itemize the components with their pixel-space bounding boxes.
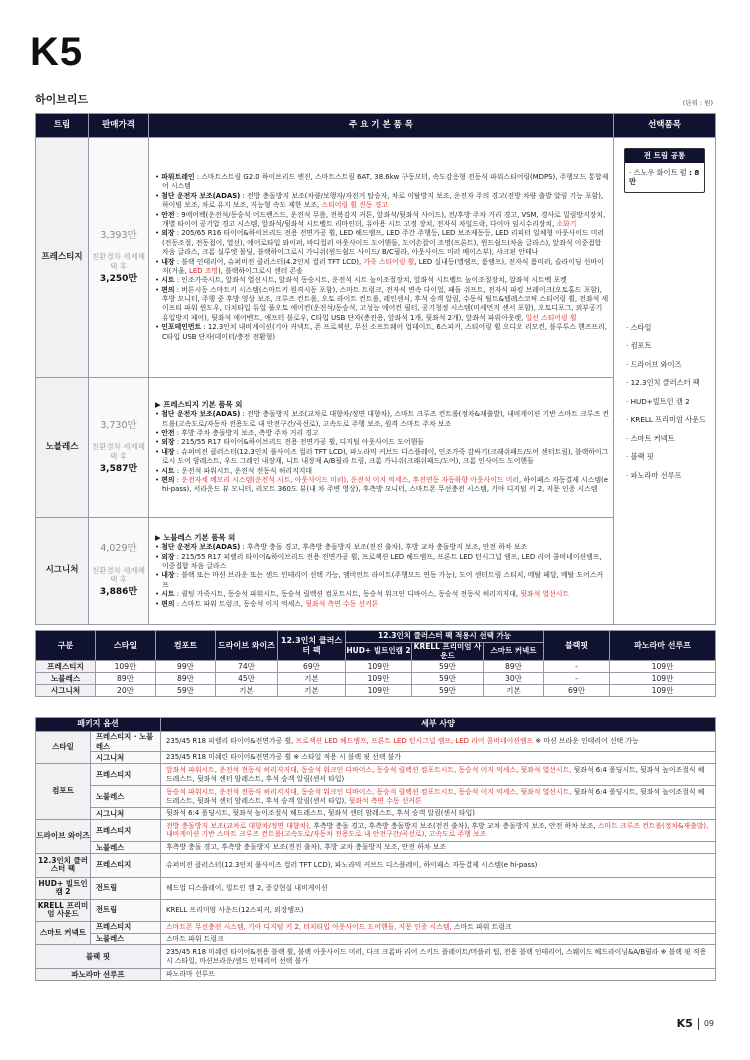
- package-name: 드라이브 와이즈: [36, 819, 91, 853]
- package-spec-table: [35, 717, 716, 981]
- bullet-icon: •: [155, 210, 162, 219]
- highlight-text: 전방 충돌방지 보조(교차로 대향차/정면 대향차),: [166, 821, 312, 830]
- feature-item: [155, 229, 609, 257]
- feature-item: [155, 438, 609, 447]
- price-cell: 기본: [278, 673, 346, 685]
- price-cell: 59만: [412, 661, 484, 673]
- common-option-item: · 스노우 화이트 펄: [629, 167, 687, 177]
- options-column: [614, 138, 716, 625]
- price-cell: 109만: [610, 673, 716, 685]
- feature-text: : 스마트 파워 트렁크, 동승석 이지 억세스,: [174, 599, 306, 608]
- tax-benefit-note: 친환경차 세제혜택 후: [91, 442, 146, 461]
- feature-label: 외장: [161, 229, 175, 238]
- bullet-icon: •: [155, 323, 162, 332]
- feature-item: [155, 448, 609, 467]
- package-trim: 프레스티지: [91, 921, 161, 933]
- package-name: KRELL 프리미엄 사운드: [36, 899, 91, 921]
- base-price: 3,393만: [100, 229, 137, 241]
- feature-text: 235/45 R18 미쉐린 타이어&전면가공 휠 ※ 스타일 적용 시 블랙 핏 선택 불가: [166, 753, 401, 762]
- price-header-hud: HUD+ 빌트인캠 2: [346, 643, 412, 661]
- price-cell: 59만: [412, 673, 484, 685]
- feature-label: 편의: [161, 599, 175, 608]
- price-row-trim: 노블레스: [36, 673, 96, 685]
- common-option-title: 전 트림 공통: [625, 149, 704, 163]
- package-spec: [161, 899, 716, 921]
- highlight-text: 동승석 파워시트, 운전석 전동식 허리지지대, 동승석 워크인 디바이스, 동승석 릴렉션 컴포트시트, 동승석 이지 억세스, 뒷좌석 열선시트,: [166, 787, 572, 796]
- header-price: 판매가격: [89, 114, 149, 138]
- feature-item: [155, 211, 609, 230]
- feature-item: [155, 173, 609, 192]
- highlight-text: 앞좌석 파워시트, 운전석 전동식 허리지지대, 동승석 워크인 디바이스, 동승석 릴렉션 컴포트시트, 동승석 이지 억세스, 뒷좌석 열선시트,: [166, 765, 572, 774]
- trim-row: [36, 138, 716, 378]
- bullet-icon: •: [155, 466, 162, 475]
- feature-item: [155, 323, 609, 342]
- bullet-icon: •: [155, 229, 162, 238]
- after-tax-price: 3,886만: [99, 587, 138, 598]
- package-row: [36, 945, 716, 969]
- feature-text: : 블랙 인테리어, 슈퍼비전 클러스터(4.2인치 컬러 TFT LCD),: [174, 257, 364, 266]
- feature-label: 내장: [161, 257, 175, 266]
- feature-item: [155, 590, 609, 599]
- price-cell: -: [544, 673, 610, 685]
- bullet-icon: •: [155, 257, 162, 266]
- price-cell: 기본: [484, 685, 544, 697]
- trim-features: [149, 138, 614, 378]
- feature-text: : 운전석 파워시트, 운전석 전동식 허리지지대: [174, 466, 313, 475]
- highlight-text: 스마트 크루즈 컨트롤(정차&재출발), 내비게이션 기반 스마트 크루즈 컨트롤(고속도로/자동차 전용도로 내 안전구간/곡선로), 고속도로 주행 보조: [166, 821, 709, 839]
- price-row: [36, 661, 716, 673]
- trim-price: [89, 518, 149, 625]
- price-row: [36, 685, 716, 697]
- section-title: 하이브리드: [35, 93, 89, 106]
- price-cell: 109만: [610, 661, 716, 673]
- bullet-icon: •: [155, 590, 162, 599]
- feature-label: 첨단 운전자 보조(ADAS): [161, 410, 241, 419]
- price-header-sunroof: 파노라마 선루프: [610, 631, 716, 661]
- package-row: [36, 752, 716, 764]
- bullet-icon: •: [155, 476, 162, 484]
- feature-text: 235/45 R18 미쉐린 타이어&전용 블랙 휠, 블랙 아웃사이드 미러, 다크 크롬바 리어 스키드 플레이트/머플러 팁, 전용 블랙 인테리어, 스웨이드 헤드라이닝&A/B필라 ※ 블랙 핏 적용 시 스타일, 마션브라운/샌드 인테리어 선택 불가: [166, 948, 707, 965]
- package-spec: [161, 877, 716, 899]
- feature-label: 파워트레인: [161, 172, 195, 181]
- price-cell: 99만: [156, 661, 216, 673]
- highlight-text: 스티어링 휠 진동 경고: [321, 201, 388, 210]
- feature-text: 슈퍼비전 클러스터(12.3인치 풀사이즈 컬러 TFT LCD), 파노라믹 커브드 디스플레이, 하이패스 자동결제 시스템(e hi-pass): [166, 860, 538, 869]
- price-cell: 109만: [610, 685, 716, 697]
- highlight-text: 일선 스티어링 휠: [525, 313, 577, 322]
- option-item: · 스타일: [626, 322, 652, 332]
- bullet-icon: •: [155, 447, 162, 456]
- package-spec: [161, 921, 716, 933]
- package-spec: [161, 945, 716, 969]
- bullet-icon: •: [155, 571, 162, 580]
- package-row: [36, 841, 716, 853]
- feature-text: : 12.3인치 내비게이션(기아 커넥트, 폰 프로젝션, 무선 소프트웨어 업데이트, 6스피커, 스티어링 휠 오디오 리모컨, 블루투스 핸즈프리, C타입 USB 단자(데이터/충전 전환형): [162, 323, 607, 341]
- page-number: 09: [703, 1018, 714, 1028]
- feature-label: 내장: [161, 571, 175, 580]
- price-header-smartconnect: 스마트 커넥트: [484, 643, 544, 661]
- trim-name: 시그니처: [36, 518, 89, 625]
- package-row: [36, 921, 716, 933]
- price-header-cluster: 12.3인치 클러스터 팩: [278, 631, 346, 661]
- highlight-text: LED 조명: [189, 266, 219, 275]
- package-name: 파노라마 선루프: [36, 969, 161, 981]
- feature-text: 뒷좌석 6:4 폴딩시트, 뒷좌석 높이조절식 헤드레스트, 뒷좌석 센터 암레스트, 후석 승객 알림(센서 타입),: [166, 787, 705, 805]
- bullet-icon: •: [155, 276, 162, 285]
- feature-text: 후측방 충돌 경고, 후측방 충돌방지 보조(전진 출차), 후방 교차 충돌방지 보조, 안전 하차 보조,: [311, 821, 598, 830]
- package-spec: [161, 841, 716, 853]
- package-name: HUD+ 빌트인캠 2: [36, 877, 91, 899]
- feature-text: : 인조가죽시트, 앞좌석 열선시트, 앞좌석 동승시트, 운전석 시트 높이조절장치, 앞좌석 시트벨트 높이조절장치, 앞좌석 시트백 포켓: [174, 276, 567, 285]
- feature-label: 시트: [161, 276, 175, 285]
- unit-label: (단위 : 원): [682, 99, 713, 107]
- trim-price: [89, 138, 149, 378]
- package-spec: [161, 933, 716, 945]
- feature-text: : 스마트스트림 G2.0 하이브리드 엔진, 스마트스트림 6AT, 38.6kw 구동모터, 속도감응형 전동식 파워스티어링(MDPS), 주행모드 통합제어 시스템: [162, 172, 609, 191]
- trim-features: [149, 518, 614, 625]
- price-header-group: 12.3인치 클러스터 팩 적용시 선택 가능: [346, 631, 544, 643]
- feature-label: 안전: [161, 210, 175, 219]
- feature-text: 235/45 R18 피렐리 타이어&전면가공 휠,: [166, 737, 296, 746]
- trim-price: [89, 378, 149, 518]
- package-header-option: 패키지 옵션: [36, 718, 161, 732]
- bullet-icon: •: [155, 285, 162, 294]
- feature-label: 안전: [161, 429, 175, 438]
- package-trim: 전트림: [91, 877, 161, 899]
- package-trim: 시그니처: [91, 752, 161, 764]
- price-header-krell: KRELL 프리미엄 사운드: [412, 643, 484, 661]
- package-row: [36, 819, 716, 841]
- price-cell: 109만: [346, 685, 412, 697]
- feature-label: 내장: [161, 447, 175, 456]
- package-row: [36, 808, 716, 820]
- trim-name: 노블레스: [36, 378, 89, 518]
- feature-text: : 전방 충돌방지 보조(교차로 대향차/정면 대향차), 스마트 크루즈 컨트롤(정차&재출발), 내비게이션 기반 스마트 크루즈 컨트롤(고속도로/자동차 전용도로 내 안전구간/곡선로), 고속도로 주행 보조, 원격 스마트 주차 보조: [162, 410, 609, 428]
- highlight-text: 뒷좌석 측면 수동 선커튼: [348, 796, 422, 805]
- feature-text: ※ 마션 브라운 인테리어 선택 가능: [533, 737, 639, 746]
- price-cell: 89만: [484, 661, 544, 673]
- bullet-icon: •: [155, 172, 162, 181]
- trim-features: [149, 378, 614, 518]
- page-footer: [677, 1017, 714, 1032]
- feature-text: : 블랙 또는 마션 브라운 또는 샌드 인테리어 선택 가능, 앰비언트 라이트(주행모드 연동 가능), 도어 센터트림 스티치, 메탈 페달, 메탈 도어스커프: [162, 571, 604, 589]
- price-cell: 30만: [484, 673, 544, 685]
- highlight-text: 운전자세 메모리 시스템(운전석 시트, 아웃사이드 미러), 운전석 이지 억세스, 후진연동 자동하향 아웃사이드 미러: [181, 476, 520, 484]
- feature-item: [155, 276, 609, 285]
- common-option-body: [625, 163, 704, 192]
- feature-label: 시트: [161, 590, 175, 599]
- package-spec: [161, 764, 716, 786]
- option-list: [626, 323, 715, 481]
- common-option-price: : 8만: [629, 167, 700, 187]
- package-trim: 노블레스: [91, 933, 161, 945]
- price-header-style: 스타일: [96, 631, 156, 661]
- price-header-drivewise: 드라이브 와이즈: [216, 631, 278, 661]
- option-item: · 블랙 핏: [626, 452, 654, 462]
- package-row: [36, 732, 716, 752]
- feature-text: : 슈퍼비전 클러스터(12.3인치 풀사이즈 컬러 TFT LCD), 파노라믹 커브드 디스플레이, 인조가죽 감싸기(크래쉬패드/도어 센터트림), 블랙하이그로시 도어 암레스트, 우드 그레인 내장재, 니트 내장재 A/B필라 트림, 크롬 가니쉬(크래쉬패드/도어), 크롬 인사이드 도어핸들: [162, 447, 609, 466]
- package-row: [36, 786, 716, 808]
- option-price-table: [35, 630, 716, 697]
- feature-text: :: [174, 476, 182, 484]
- price-cell: 109만: [346, 661, 412, 673]
- package-trim: 시그니처: [91, 808, 161, 820]
- highlight-text: 프로젝션 LED 헤드램프, 프론트 LED 턴시그널 램프, LED 리어 콤비네이션램프: [295, 737, 534, 746]
- features-inherit-header: ▶ 노블레스 기본 품목 외: [155, 533, 236, 543]
- feature-text: : 후측방 충돌 경고, 후측방 충돌방지 보조(전진 출차), 후방 교차 충돌방지 보조, 안전 하차 보조: [240, 543, 528, 552]
- package-trim: 노블레스: [91, 786, 161, 808]
- price-cell: 59만: [412, 685, 484, 697]
- package-row: [36, 764, 716, 786]
- base-price: 4,029만: [100, 543, 137, 555]
- feature-item: [155, 258, 609, 277]
- package-trim: 프레스티지: [91, 819, 161, 841]
- feature-text: 뒷좌석 6:4 폴딩시트, 뒷좌석 높이조절식 헤드레스트, 뒷좌석 센터 암레스트, 후석 승객 알림(센서 타입): [166, 765, 705, 783]
- feature-text: ), 블랙하이그로시 센터 콘솔: [218, 266, 303, 275]
- features-inherit-header: ▶ 프레스티지 기본 품목 외: [155, 400, 243, 410]
- feature-item: [155, 410, 609, 429]
- package-spec: [161, 732, 716, 752]
- trim-features-table: [35, 113, 716, 625]
- footer-divider: [698, 1018, 699, 1030]
- option-item: · 12.3인치 클러스터 팩: [626, 378, 700, 388]
- feature-text: 후측방 충돌 경고, 후측방 충돌방지 보조(전진 출차), 후방 교차 충돌방지 보조, 안전 하차 보조: [166, 842, 447, 851]
- package-name: 컴포트: [36, 764, 91, 820]
- package-name: 스타일: [36, 732, 91, 764]
- header-options: 선택품목: [614, 114, 716, 138]
- price-cell: 69만: [278, 661, 346, 673]
- feature-item: [155, 553, 609, 572]
- package-row: [36, 969, 716, 981]
- feature-label: 편의: [161, 285, 175, 294]
- package-header-spec: 세부 사양: [161, 718, 716, 732]
- feature-text: 스마트 파워 트렁크: [451, 922, 512, 931]
- package-spec: [161, 969, 716, 981]
- package-row: [36, 877, 716, 899]
- bullet-icon: •: [155, 410, 162, 419]
- feature-item: [155, 192, 609, 211]
- price-cell: 89만: [156, 673, 216, 685]
- package-trim: 프레스티지 · 노블레스: [91, 732, 161, 752]
- base-price: 3,730만: [100, 419, 137, 431]
- trim-name: 프레스티지: [36, 138, 89, 378]
- tax-benefit-note: 친환경차 세제혜택 후: [91, 565, 146, 585]
- feature-text: 스마트 파워 트렁크: [166, 934, 224, 943]
- price-row: [36, 673, 716, 685]
- after-tax-price: 3,250만: [99, 273, 138, 284]
- highlight-text: 소화기: [556, 219, 577, 228]
- package-name: 블랙 핏: [36, 945, 161, 969]
- option-item: · 드라이브 와이즈: [626, 359, 682, 369]
- common-option-box: [624, 148, 705, 193]
- bullet-icon: •: [155, 599, 162, 608]
- highlight-text: 뒷좌석 열선시트: [520, 590, 570, 599]
- feature-text: KRELL 프리미엄 사운드(12스피커, 외장앰프): [166, 905, 304, 914]
- price-cell: 69만: [544, 685, 610, 697]
- feature-item: [155, 600, 609, 609]
- option-item: · 파노라마 선루프: [626, 470, 682, 480]
- price-cell: 109만: [96, 661, 156, 673]
- highlight-text: 가죽 스티어링 휠: [363, 257, 415, 266]
- package-name: 12.3인치 클러스터 팩: [36, 853, 91, 877]
- feature-item: [155, 476, 609, 495]
- package-spec: [161, 819, 716, 841]
- feature-label: 인포테인먼트: [161, 323, 202, 332]
- feature-label: 첨단 운전자 보조(ADAS): [161, 191, 241, 200]
- feature-text: , 하이패스 자동결제 시스템(e hi-pass), 서라운드 뷰 모니터, 리모트 360도 뷰(내 차 주변 영상), 후측방 모니터, 스마트폰 무선충전 시스템, 기아 디지털 키 2, 지문 인증 시스템: [162, 476, 608, 494]
- package-trim: 프레스티지: [91, 853, 161, 877]
- feature-label: 외장: [161, 438, 175, 447]
- option-item: · 컴포트: [626, 341, 652, 351]
- option-item: · KRELL 프리미엄 사운드: [626, 415, 706, 425]
- package-row: [36, 899, 716, 921]
- feature-text: 뒷좌석 6:4 폴딩시트, 뒷좌석 높이조절식 헤드레스트, 뒷좌석 센터 암레스트, 후석 승객 알림(센서 타입): [166, 809, 475, 818]
- feature-text: : 205/65 R16 타이어&하이브리드 전용 전면가공 휠, LED 헤드램프, LED 주간 주행등, LED 보조제동등, LED 리피터 일체형 아웃사이드 미러(전동조절, 전동접이, 열선), 에어로타입 와이퍼, 바디컬러 아웃사이드 도어핸들, 도어손잡이 조명(프론트), 윈드쉴드(차음 글라스), 앞좌석 이중접합 차음 글라스, 크롬 실루엣 몰딩, 블랙하이그로시 가니쉬(윈드쉴드 사이드/ B/C필라, 아웃사이드 미러 베이스부), 샤크핀 안테나: [162, 229, 605, 257]
- bullet-icon: •: [155, 429, 162, 438]
- feature-text: : 9에어백(운전석/동승석 어드밴스드, 운전석 무릎, 전복감지 커튼, 앞좌석/뒷좌석 사이드), 전/후방 주차 거리 경고, VSM, 경사로 밀림방지장치, 개별 타이어 공기압 경고 시스템, 앞좌석/뒷좌석 시트벨트 리마인더, 유아용 시트 고정 장치, 전자식 차일드락, 다이아 임시수리장치,: [162, 210, 606, 228]
- price-cell: 109만: [346, 673, 412, 685]
- feature-label: 첨단 운전자 보조(ADAS): [161, 543, 241, 552]
- price-cell: 89만: [96, 673, 156, 685]
- price-cell: 기본: [278, 685, 346, 697]
- feature-item: [155, 467, 609, 476]
- model-title: K5: [30, 30, 84, 74]
- price-cell: 45만: [216, 673, 278, 685]
- option-item: · HUD+빌트인 캠 2: [626, 396, 690, 406]
- bullet-icon: •: [155, 191, 162, 200]
- feature-label: 외장: [161, 552, 175, 561]
- package-spec: [161, 808, 716, 820]
- bullet-icon: •: [155, 543, 162, 552]
- feature-text: 파노라마 선루프: [166, 970, 215, 979]
- price-cell: -: [544, 661, 610, 673]
- feature-text: , LED 실내등(맵램프, 룸램프), 전자식 룸미러, 슬라이딩 선바이저(거울,: [162, 257, 604, 275]
- feature-text: : 215/55 R17 피렐리 타이어&하이브리드 전용 전면가공 휠, 프로젝션 LED 헤드램프, 프론트 LED 턴시그널 램프, LED 리어 콤비네이션램프, 이중접합 차음 글라스: [162, 552, 602, 570]
- price-cell: 20만: [96, 685, 156, 697]
- package-trim: 노블레스: [91, 841, 161, 853]
- price-header-blackfit: 블랙핏: [544, 631, 610, 661]
- header-features: 주 요 기 본 품 목: [149, 114, 614, 138]
- package-trim: 프레스티지: [91, 764, 161, 786]
- feature-text: 헤드업 디스플레이, 빌트인 캠 2, 증강현실 내비게이션: [166, 883, 328, 892]
- package-spec: [161, 752, 716, 764]
- footer-model: K5: [676, 1017, 693, 1030]
- price-cell: 74만: [216, 661, 278, 673]
- feature-item: [155, 543, 609, 552]
- price-cell: 59만: [156, 685, 216, 697]
- feature-text: : 전방 충돌방지 보조(차량/보행자/자전거 탑승자, 차로 이탈방지 보조, 운전자 주의 경고(전방 차량 출발 알림 기능 포함), 하이빔 보조, 차로 유지 보조, 지능형 속도 제한 보조,: [162, 191, 604, 210]
- bullet-icon: •: [155, 552, 162, 561]
- price-cell: 기본: [216, 685, 278, 697]
- feature-text: : 버튼시동 스마트키 시스템(스마트키 원격시동 포함), 스마트 트렁크, 전자식 변속 다이얼, 패들 쉬프트, 전자식 파킹 브레이크(오토홀드 포함), 후방 모니터, 주행 중 후방 영상 보조, 크루즈 컨트롤, 오토 라이트 컨트롤, 레인센서, 후석 승객 알림, 수동식 틸트&텔레스코픽 스티어링 휠, 전좌석 세이프티 파워 윈도우, 더치타입 듀얼 풀오토 에어컨(운전석/동승석, 고성능 에어컨 필터, 공기청정 시스템(미세먼지 센서 포함), 오토디포그, 외부공기 유입방지 제어), 뒷좌석 에어벤트, 애프터 블로우, C타입 USB 단자(충전용, 앞좌석 1개, 뒷좌석 2개), 앞좌석 파워아웃렛,: [162, 285, 609, 322]
- highlight-text: 스마트폰 무선충전 시스템, 기아 디지털 키 2, 터치타입 아웃사이드 도어핸들, 지문 인증 시스템,: [166, 922, 452, 931]
- feature-text: : 퀼팅 가죽시트, 동승석 파워시트, 동승석 릴렉션 컴포트시트, 동승석 워크인 디바이스, 동승석 전동식 허리지지대,: [174, 590, 521, 599]
- price-row-trim: 시그니처: [36, 685, 96, 697]
- after-tax-price: 3,587만: [99, 463, 138, 474]
- feature-item: [155, 571, 609, 590]
- bullet-icon: •: [155, 438, 162, 447]
- package-spec: [161, 853, 716, 877]
- highlight-text: 뒷좌석 측면 수동 선커튼: [305, 599, 379, 608]
- header-trim: 트림: [36, 114, 89, 138]
- option-item: · 스마트 커넥트: [626, 433, 675, 443]
- price-row-trim: 프레스티지: [36, 661, 96, 673]
- feature-item: [155, 286, 609, 324]
- feature-text: : 215/55 R17 타이어&하이브리드 전용 전면가공 휠, 디지털 아웃사이드 도어핸들: [174, 438, 424, 447]
- package-spec: [161, 786, 716, 808]
- tax-benefit-note: 친환경차 세제혜택 후: [91, 252, 146, 271]
- package-trim: 전트림: [91, 899, 161, 921]
- price-header-comfort: 컴포트: [156, 631, 216, 661]
- package-name: 스마트 커넥트: [36, 921, 91, 945]
- feature-label: 편의: [161, 476, 175, 484]
- price-header-trim: 구분: [36, 631, 96, 661]
- package-row: [36, 853, 716, 877]
- feature-text: : 후방 주차 충돌방지 보조, 측방 주차 거리 경고: [174, 429, 319, 438]
- package-row: [36, 933, 716, 945]
- feature-label: 시트: [161, 466, 175, 475]
